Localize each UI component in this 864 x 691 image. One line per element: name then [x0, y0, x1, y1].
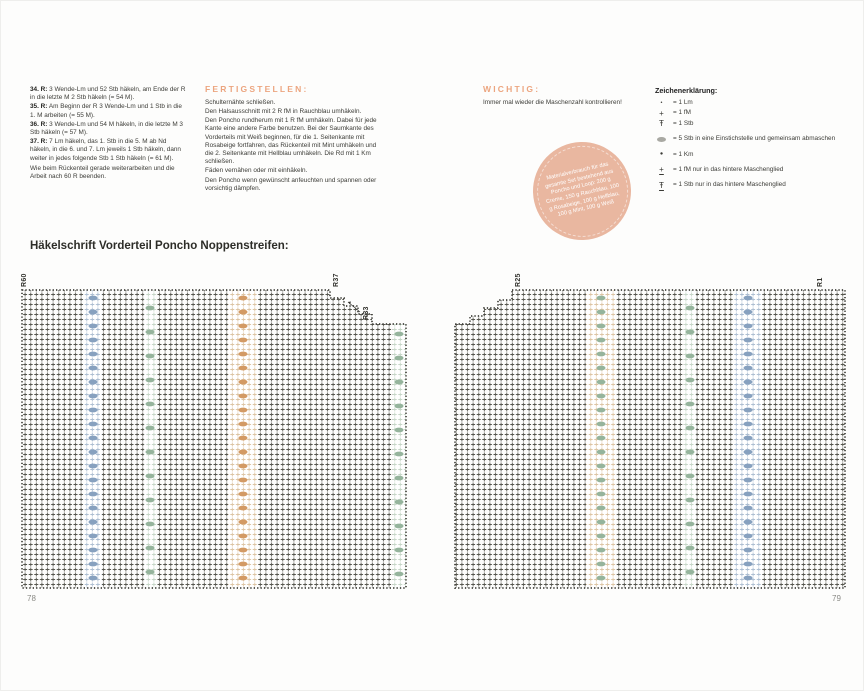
material-badge-text: Materialverbrauch für das gesamte Set bestehend aus Poncho und Loop: 200 g Creme, 150 g Rauchblau, 100 g Rosabeige, 100 g Hellblau, 100 g Mint, 100 g Weiß [544, 161, 621, 219]
legend-title: Zeichenerklärung: [655, 86, 718, 95]
legend-item [655, 135, 847, 144]
instructions-footer: Wie beim Rückenteil gerade weiterarbeiten und die Arbeit nach 60 R beenden. [30, 164, 175, 180]
legend-item [655, 181, 847, 190]
fertigstellen-paragraph: Fäden vernähen oder mit einhäkeln. [205, 167, 308, 175]
legend-item-label: = 1 Stb nur in das hintere Maschenglied [673, 181, 786, 188]
page-number-right: 79 [832, 594, 841, 603]
wichtig-text: Immer mal wieder die Maschenzahl kontrollieren! [483, 98, 622, 106]
stb-back-icon: Ŧ [659, 180, 664, 190]
fertigstellen-paragraphs [205, 99, 379, 193]
legend-item-label: = 1 Km [673, 150, 694, 158]
svg-text:R33: R33 [363, 306, 370, 320]
fertigstellen-column [205, 84, 379, 194]
bobble-icon [655, 135, 668, 144]
instruction-step [30, 121, 188, 137]
symbol-legend [655, 86, 847, 192]
fertigstellen-paragraph: Schulternähte schließen. [205, 98, 276, 106]
svg-text:R60: R60 [21, 273, 28, 287]
instruction-steps-column [30, 86, 188, 187]
bobble-shape [657, 137, 666, 142]
wichtig-heading: WICHTIG: [483, 84, 541, 94]
legend-items [655, 99, 847, 190]
step-text: Am Beginn der R 3 Wende-Lm und 1 Stb in die 1. M arbeiten (= 55 M). [30, 103, 182, 119]
chart-title: Häkelschrift Vorderteil Poncho Noppenstreifen: [30, 240, 289, 252]
crochet-chart-svg [0, 262, 864, 607]
legend-item-label: = 1 Stb [673, 119, 694, 127]
fertigstellen-paragraph: Den Poncho wenn gewünscht anfeuchten und spannen oder vorsichtig dämpfen. [205, 176, 377, 192]
fertigstellen-paragraph: Den Halsausschnitt mit 2 R fM in Rauchblau umhäkeln. [205, 108, 362, 116]
step-number: 36. R: [30, 120, 48, 128]
legend-item-label: = 5 Stb in eine Einstichstelle und gemeinsam abmaschen [673, 135, 836, 142]
plus-icon: + [659, 108, 664, 118]
material-badge [523, 132, 641, 250]
step-number: 34. R: [30, 86, 48, 93]
legend-item-label: = 1 fM nur in das hintere Maschenglied [673, 165, 784, 173]
instruction-step [30, 86, 188, 102]
step-text: 3 Wende-Lm und 52 Stb häkeln, am Ende der R in die letzte M 2 Stb häkeln (= 54 M). [30, 86, 186, 102]
page-number-left: 78 [27, 594, 36, 603]
legend-item [655, 151, 847, 159]
svg-text:R25: R25 [515, 273, 522, 287]
instruction-step [30, 138, 188, 163]
svg-text:R37: R37 [333, 273, 340, 287]
legend-item-label: = 1 fM [673, 109, 691, 116]
legend-item [655, 120, 847, 129]
fertigstellen-heading: FERTIGSTELLEN: [205, 84, 309, 94]
wichtig-column [483, 84, 641, 108]
legend-item [655, 166, 847, 175]
svg-text:R1: R1 [817, 277, 824, 287]
step-number: 35. R: [30, 103, 48, 111]
step-number: 37. R: [30, 138, 48, 146]
legend-item [655, 109, 847, 118]
instruction-step [30, 103, 188, 119]
km-icon: ● [659, 151, 664, 157]
legend-item [655, 99, 847, 107]
dot-icon: • [660, 99, 663, 106]
instruction-steps [30, 86, 188, 163]
crochet-chart [0, 262, 864, 607]
stb-icon: Ŧ [659, 119, 664, 128]
fertigstellen-paragraph: Den Poncho rundherum mit 1 R fM umhäkeln. Dabei für jede Kante eine andere Farbe benutzen. Bei der Saumkante des Vorderteils mit Weiß beginnen, für die 1. Seitenkante mit Rosabeige fortfahren, das Rückenteil mit Mint umhäkeln und die 2. Seitenkante mit Hellblau umhäkeln. Die Rd mit 1 Km schließen. [205, 117, 377, 166]
plus-back-icon: + [659, 165, 664, 174]
legend-item-label: = 1 Lm [673, 99, 693, 106]
step-text: 7 Lm häkeln, das 1. Stb in die 5. M ab Nd häkeln, in die 6. und 7. Lm jeweils 1 Stb häkeln, dann weiter in jedes folgende Stb 1 Stb häkeln (= 61 M). [30, 138, 181, 162]
step-text: 3 Wende-Lm und 54 M häkeln, in die letzte M 3 Stb häkeln (= 57 M). [30, 120, 183, 136]
